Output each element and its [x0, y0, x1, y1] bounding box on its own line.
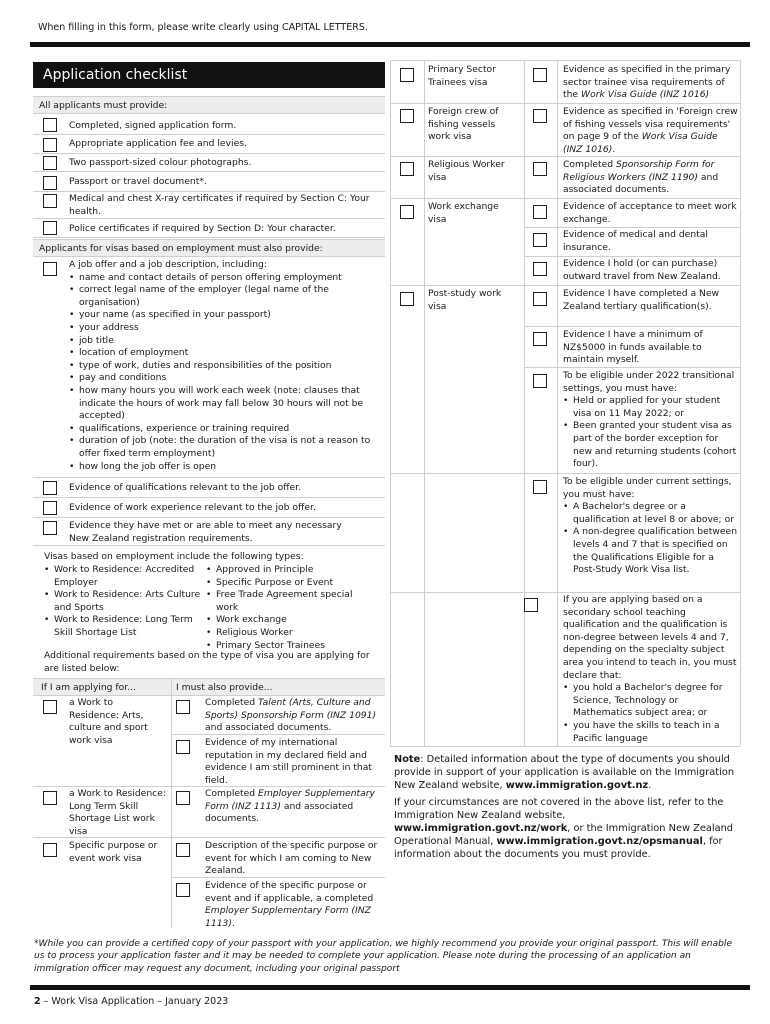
checkbox[interactable]	[533, 233, 547, 247]
bullet-item: • A Bachelor's degree or a qualification at level 8 or above; or	[563, 501, 739, 526]
checkbox[interactable]	[400, 162, 414, 176]
job-offer-bullets	[69, 272, 377, 474]
bullet-item: • Work exchange	[206, 614, 356, 627]
checkbox[interactable]	[524, 598, 538, 612]
checklist-row	[33, 192, 385, 219]
evidence-text: Completed Talent (Arts, Culture and Sports) Sponsorship Form (INZ 1091) and associated documents.	[205, 697, 377, 734]
item-text: Medical and chest X-ray certificates if required by Section C: Your health.	[69, 193, 370, 217]
bullet-item: • Work to Residence: Arts Culture and Sports	[44, 589, 204, 614]
item-text: Evidence of work experience relevant to the job offer.	[69, 502, 316, 513]
checkbox[interactable]	[533, 162, 547, 176]
bullet-item: • Specific Purpose or Event	[206, 577, 356, 590]
checkbox[interactable]	[43, 138, 57, 152]
circ-text-1: If your circumstances are not covered in the above list, refer to the Immigration New Zealand website,	[394, 797, 724, 821]
checkbox[interactable]	[176, 883, 190, 897]
bullet-item: • correct legal name of the employer (legal name of the organisation)	[69, 284, 377, 309]
checkbox[interactable]	[533, 292, 547, 306]
checklist-row	[33, 154, 385, 172]
bullet-item: • A non-degree qualification between levels 4 and 7 that is specified on the Qualifications Eligible for a Post-Study Work Visa list.	[563, 526, 739, 576]
checkbox[interactable]	[43, 262, 57, 276]
job-offer-intro: A job offer and a job description, including:	[69, 259, 267, 270]
visa-type: a Work to Residence: Long Term Skill Shortage List work visa	[69, 788, 166, 837]
visa-types-column-2	[206, 564, 356, 652]
bullet-item: • Free Trade Agreement special work	[206, 589, 356, 614]
bullet-item: • your address	[69, 322, 377, 335]
bullet-item: • Been granted your student visa as part of the border exception for new and returning students (cohort four).	[563, 420, 739, 470]
additional-intro: Additional requirements based on the type of visa you are applying for are listed below:	[44, 650, 370, 674]
visa-type: Foreign crew of fishing vessels work visa	[428, 106, 499, 143]
checkbox[interactable]	[533, 374, 547, 388]
table-header-row	[33, 679, 385, 696]
checkbox[interactable]	[533, 262, 547, 276]
bullet-item: • your name (as specified in your passport)	[69, 309, 377, 322]
item-text: Appropriate application fee and levies.	[69, 138, 247, 149]
evidence-text: Evidence I have completed a New Zealand tertiary qualification(s).	[563, 288, 720, 312]
note-text: : Detailed information about the type of documents you should provide in support of your application is available on the Immigration New Zealand website,	[394, 754, 735, 791]
checkbox[interactable]	[43, 156, 57, 170]
top-rule	[30, 42, 750, 47]
visa-types-column-1	[44, 564, 204, 640]
evidence-text: Evidence as specified in the primary sector trainee visa requirements of the Work Visa Guide (INZ 1016)	[563, 64, 731, 101]
evidence-text: Completed Sponsorship Form for Religious Workers (INZ 1190) and associated documents.	[563, 159, 719, 196]
circumstances-paragraph	[394, 796, 740, 861]
bullet-item: • type of work, duties and responsibilities of the position	[69, 360, 377, 373]
checkbox[interactable]	[43, 194, 57, 208]
bullet-item: • pay and conditions	[69, 372, 377, 385]
all-applicants-heading: All applicants must provide:	[33, 96, 385, 114]
evidence-text: Evidence I hold (or can purchase) outward travel from New Zealand.	[563, 258, 721, 282]
footer-separator: –	[40, 996, 52, 1007]
bullet-item: • Work to Residence: Long Term Skill Shortage List	[44, 614, 204, 639]
footer-title: Work Visa Application – January 2023	[51, 996, 229, 1007]
checklist-row	[33, 518, 385, 546]
circ-text-2: , or the Immigration New Zealand Operational Manual,	[394, 823, 733, 847]
visa-type: Specific purpose or event work visa	[69, 840, 158, 864]
note-label: Note	[394, 754, 421, 765]
visa-types-intro: Visas based on employment include the following types:	[44, 551, 304, 562]
current-bullets	[563, 501, 739, 577]
page-number: 2	[34, 996, 41, 1007]
checkbox[interactable]	[533, 68, 547, 82]
checklist-title: Application checklist	[33, 62, 385, 88]
circ-text-3: , for information about the documents you must provide.	[394, 836, 723, 860]
visa-type: Work exchange visa	[428, 201, 499, 225]
opsmanual-link[interactable]: www.immigration.govt.nz/opsmanual	[496, 836, 703, 847]
evidence-text: Evidence as specified in 'Foreign crew of fishing vessels visa requirements' on page 9 of the Work Visa Guide (INZ 1016).	[563, 106, 738, 155]
current-intro: To be eligible under current settings, you must have:	[563, 476, 732, 500]
checklist-row	[33, 498, 385, 518]
checkbox[interactable]	[43, 118, 57, 132]
teaching-block	[563, 594, 739, 745]
checkbox[interactable]	[533, 109, 547, 123]
bullet-item: • how many hours you will work each week (note: clauses that indicate the hours of work may fall below 30 hours will not be accepted)	[69, 385, 377, 423]
note-end: .	[648, 780, 652, 791]
col-provide-header: I must also provide...	[176, 682, 273, 693]
teaching-intro: If you are applying based on a secondary school teaching qualification and the qualification is non-degree between levels 4 and 7, depending on the specialty subject area you intend to teach in, you must declare that:	[563, 594, 737, 681]
checkbox[interactable]	[43, 221, 57, 235]
item-text: Passport or travel document*.	[69, 176, 207, 187]
evidence-text: Evidence of medical and dental insurance.	[563, 229, 708, 253]
bullet-item: • Work to Residence: Accredited Employer	[44, 564, 204, 589]
bullet-item: • Held or applied for your student visa on 11 May 2022; or	[563, 395, 739, 420]
checklist-row	[33, 172, 385, 192]
bullet-item: • location of employment	[69, 347, 377, 360]
form-instruction: When filling in this form, please write clearly using CAPITAL LETTERS.	[38, 22, 368, 33]
passport-footnote: *While you can provide a certified copy of your passport with your application, we highly recommend you provide your original passport. This will enable us to process your application faster and it may be needed to complete your application. Please note during the processing of an application an immigration officer may request any document, including your original passport	[34, 939, 733, 974]
checkbox[interactable]	[400, 109, 414, 123]
checkbox[interactable]	[533, 332, 547, 346]
checkbox[interactable]	[176, 700, 190, 714]
item-text: Two passport-sized colour photographs.	[69, 157, 252, 168]
transitional-bullets	[563, 395, 739, 471]
checkbox[interactable]	[400, 68, 414, 82]
job-offer-row	[33, 258, 385, 478]
item-text: Evidence they have met or are able to meet any necessary New Zealand registration requirements.	[69, 520, 342, 544]
checkbox[interactable]	[43, 501, 57, 515]
checkbox[interactable]	[43, 791, 57, 805]
teaching-bullets	[563, 682, 739, 745]
checkbox[interactable]	[43, 700, 57, 714]
checkbox[interactable]	[43, 176, 57, 190]
work-link[interactable]: www.immigration.govt.nz/work	[394, 823, 568, 834]
current-settings-block	[563, 476, 739, 577]
bullet-item: • name and contact details of person offering employment	[69, 272, 377, 285]
checkbox[interactable]	[400, 292, 414, 306]
item-text: Police certificates if required by Section D: Your character.	[69, 223, 336, 234]
evidence-text: Evidence of acceptance to meet work exchange.	[563, 201, 737, 225]
checkbox[interactable]	[533, 205, 547, 219]
checkbox[interactable]	[533, 480, 547, 494]
bullet-item: • Religious Worker	[206, 627, 356, 640]
visa-type: a Work to Residence: Arts, culture and sport work visa	[69, 697, 148, 746]
checklist-row	[33, 135, 385, 154]
item-text: Completed, signed application form.	[69, 120, 237, 131]
checklist-row	[33, 219, 385, 238]
evidence-text: Evidence I have a minimum of NZ$5000 in funds available to maintain myself.	[563, 329, 703, 366]
bullet-item: • Primary Sector Trainees	[206, 640, 356, 653]
visa-type: Religious Worker visa	[428, 159, 505, 183]
evidence-text: Evidence of my international reputation in my declared field and evidence I am still prominent in that field.	[205, 737, 372, 786]
page-footer	[34, 996, 228, 1009]
checkbox[interactable]	[43, 481, 57, 495]
checkbox[interactable]	[400, 205, 414, 219]
evidence-text: Description of the specific purpose or event for which I am coming to New Zealand.	[205, 840, 378, 877]
evidence-text: Evidence of the specific purpose or event and if applicable, a completed Employer Supplementary Form (INZ 1113).	[205, 880, 374, 929]
employment-heading: Applicants for visas based on employment must also provide:	[33, 239, 385, 257]
visa-type: Primary Sector Trainees visa	[428, 64, 496, 88]
checkbox[interactable]	[176, 740, 190, 754]
bullet-item: • duration of job (note: the duration of the visa is not a reason to offer fixed term employment)	[69, 435, 377, 460]
immigration-link[interactable]: www.immigration.govt.nz	[505, 780, 649, 791]
evidence-text: Completed Employer Supplementary Form (INZ 1113) and associated documents.	[205, 788, 375, 825]
checkbox[interactable]	[43, 521, 57, 535]
checklist-row	[33, 478, 385, 498]
bullet-item: • you have the skills to teach in a Pacific language	[563, 720, 739, 745]
checkbox[interactable]	[176, 843, 190, 857]
bullet-item: • you hold a Bachelor's degree for Science, Technology or Mathematics subject area; or	[563, 682, 739, 720]
item-text: Evidence of qualifications relevant to the job offer.	[69, 482, 302, 493]
bullet-item: • job title	[69, 335, 377, 348]
checkbox[interactable]	[43, 843, 57, 857]
bullet-item: • qualifications, experience or training required	[69, 423, 377, 436]
transitional-block	[563, 370, 739, 471]
job-offer-text	[69, 259, 377, 473]
bullet-item: • how long the job offer is open	[69, 461, 377, 474]
bullet-item: • Approved in Principle	[206, 564, 356, 577]
checkbox[interactable]	[176, 791, 190, 805]
bottom-rule	[30, 985, 750, 990]
note-paragraph	[394, 753, 740, 792]
visa-type: Post-study work visa	[428, 288, 502, 312]
transitional-intro: To be eligible under 2022 transitional settings, you must have:	[563, 370, 735, 394]
col-applying-header: If I am applying for...	[41, 682, 136, 693]
checklist-row	[33, 115, 385, 135]
